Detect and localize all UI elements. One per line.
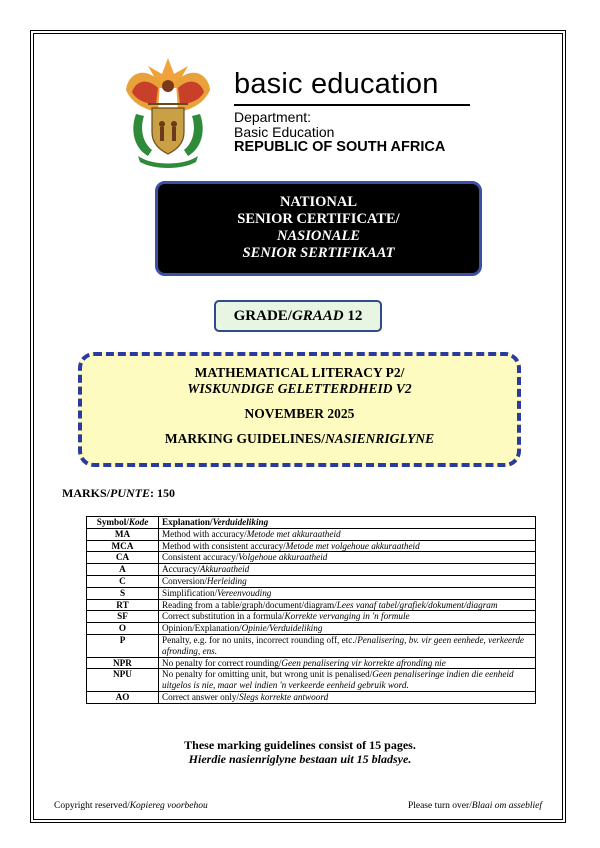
legend-af: Geen penaliseringe indien die eenheid uitgelos is nie, maar wel indien 'n verkeerde eenheid gebruik word. bbox=[162, 669, 514, 691]
legend-af: Akkuraatheid bbox=[199, 564, 250, 575]
legend-code: MA bbox=[87, 528, 159, 540]
legend-header-expl-text: Explanation/ bbox=[162, 517, 213, 527]
exam-date: NOVEMBER 2025 bbox=[244, 406, 355, 421]
legend-code: P bbox=[87, 634, 159, 657]
legend-expl bbox=[159, 564, 536, 576]
grade-italic: GRAAD bbox=[291, 308, 344, 324]
legend-af: Penalisering, bv. vir geen eenhede, verkeerde afronding, ens. bbox=[162, 634, 525, 656]
legend-af: Korrekte vervanging in 'n formule bbox=[284, 611, 410, 622]
table-row bbox=[87, 528, 536, 540]
legend-expl bbox=[159, 599, 536, 611]
table-row bbox=[87, 575, 536, 587]
copyright-italic: Kopiereg voorbehou bbox=[129, 801, 208, 811]
department-block bbox=[234, 110, 445, 155]
legend-code: A bbox=[87, 564, 159, 576]
dept-line-3: REPUBLIC OF SOUTH AFRICA bbox=[234, 139, 446, 155]
legend-header-code-text: Symbol/ bbox=[96, 517, 129, 527]
legend-en: Method with consistent accuracy/ bbox=[162, 540, 286, 551]
legend-code: CA bbox=[87, 552, 159, 564]
table-row bbox=[87, 564, 536, 576]
legend-af: Vereenvouding bbox=[217, 587, 272, 598]
grade-box bbox=[214, 300, 382, 332]
legend-code: C bbox=[87, 575, 159, 587]
legend-en: Conversion/ bbox=[162, 575, 207, 586]
table-row bbox=[87, 691, 536, 703]
legend-code: SF bbox=[87, 611, 159, 623]
legend-expl bbox=[159, 528, 536, 540]
legend-expl bbox=[159, 669, 536, 692]
guidelines-title bbox=[82, 431, 517, 447]
legend-code: NPR bbox=[87, 657, 159, 669]
legend-code: S bbox=[87, 587, 159, 599]
legend-expl bbox=[159, 634, 536, 657]
subject-box bbox=[78, 352, 521, 467]
guidelines-prefix: MARKING GUIDELINES/ bbox=[164, 431, 326, 446]
legend-en: Reading from a table/graph/document/diagram/ bbox=[162, 599, 337, 610]
legend-header-expl-italic: Verduideliking bbox=[212, 517, 269, 527]
brand-underline bbox=[234, 104, 470, 106]
legend-en: No penalty for correct rounding/ bbox=[162, 657, 282, 668]
legend-en: Consistent accuracy/ bbox=[162, 552, 239, 563]
legend-expl bbox=[159, 540, 536, 552]
table-row bbox=[87, 623, 536, 635]
legend-af: Metode met volgehoue akkuraatheid bbox=[285, 540, 420, 551]
legend-expl bbox=[159, 575, 536, 587]
turn-over-note bbox=[408, 801, 542, 811]
legend-header-row bbox=[87, 517, 536, 529]
cert-line-1: NATIONAL bbox=[279, 194, 358, 210]
coat-of-arms-icon bbox=[118, 52, 218, 170]
legend-header-code bbox=[87, 517, 159, 529]
table-row bbox=[87, 552, 536, 564]
marks-label: MARKS/ bbox=[62, 486, 110, 500]
brand-name: basic education bbox=[234, 68, 439, 100]
legend-en: Correct answer only/ bbox=[162, 691, 240, 702]
cert-line-3: NASIONALE bbox=[277, 228, 360, 244]
grade-number: 12 bbox=[343, 308, 363, 324]
page-count-af: Hierdie nasienriglyne bestaan uit 15 bladsye. bbox=[188, 752, 412, 766]
page-count-en: These marking guidelines consist of 15 pages. bbox=[184, 738, 416, 752]
legend-expl bbox=[159, 623, 536, 635]
legend-af: Opinie/Verduideliking bbox=[241, 623, 323, 634]
certificate-box bbox=[155, 181, 482, 276]
table-row bbox=[87, 657, 536, 669]
copyright-text: Copyright reserved/ bbox=[54, 801, 130, 811]
legend-en: Simplification/ bbox=[162, 587, 218, 598]
dept-line-2: Basic Education bbox=[234, 124, 335, 140]
cert-line-4: SENIOR SERTIFIKAAT bbox=[242, 245, 395, 261]
total-marks bbox=[62, 486, 175, 501]
turn-over-italic: Blaai om asseblief bbox=[471, 801, 542, 811]
legend-expl bbox=[159, 657, 536, 669]
table-row bbox=[87, 634, 536, 657]
dept-line-1: Department: bbox=[234, 109, 312, 125]
table-row bbox=[87, 599, 536, 611]
legend-header-code-italic: Kode bbox=[128, 517, 149, 527]
legend-af: Volgehoue akkuraatheid bbox=[238, 552, 328, 563]
legend-en: Method with accuracy/ bbox=[162, 528, 247, 539]
legend-code: O bbox=[87, 623, 159, 635]
legend-en: Correct substitution in a formula/ bbox=[162, 611, 285, 622]
legend-code: AO bbox=[87, 691, 159, 703]
legend-af: Lees vanaf tabel/grafiek/dokument/diagram bbox=[336, 599, 498, 610]
table-row bbox=[87, 587, 536, 599]
legend-af: Herleiding bbox=[206, 575, 247, 586]
legend-en: No penalty for omitting unit, but wrong unit is penalised/ bbox=[162, 669, 373, 680]
legend-af: Geen penalisering vir korrekte afronding nie bbox=[281, 657, 446, 668]
legend-expl bbox=[159, 587, 536, 599]
symbol-legend-table bbox=[86, 516, 536, 704]
marks-value: : 150 bbox=[150, 486, 175, 500]
guidelines-italic: NASIENRIGLYNE bbox=[325, 431, 435, 446]
legend-en: Opinion/Explanation/ bbox=[162, 623, 242, 634]
legend-expl bbox=[159, 552, 536, 564]
table-row bbox=[87, 540, 536, 552]
copyright-note bbox=[54, 801, 208, 811]
page-count-note bbox=[0, 738, 600, 766]
legend-code: RT bbox=[87, 599, 159, 611]
legend-code: MCA bbox=[87, 540, 159, 552]
legend-code: NPU bbox=[87, 669, 159, 692]
table-row bbox=[87, 669, 536, 692]
legend-expl bbox=[159, 611, 536, 623]
marks-label-italic: PUNTE bbox=[110, 486, 150, 500]
legend-en: Accuracy/ bbox=[162, 564, 200, 575]
cert-line-2: SENIOR CERTIFICATE/ bbox=[237, 211, 400, 227]
table-row bbox=[87, 611, 536, 623]
legend-expl bbox=[159, 691, 536, 703]
turn-over-text: Please turn over/ bbox=[407, 801, 472, 811]
legend-header-expl bbox=[159, 517, 536, 529]
legend-af: Metode met akkuraatheid bbox=[246, 528, 341, 539]
subject-line-1: MATHEMATICAL LITERACY P2/ bbox=[194, 365, 405, 380]
legend-en: Penalty, e.g. for no units, incorrect rounding off, etc./ bbox=[162, 634, 358, 645]
legend-af: Slegs korrekte antwoord bbox=[239, 691, 329, 702]
grade-prefix: GRADE/ bbox=[233, 308, 292, 324]
subject-line-2: WISKUNDIGE GELETTERDHEID V2 bbox=[187, 381, 412, 396]
